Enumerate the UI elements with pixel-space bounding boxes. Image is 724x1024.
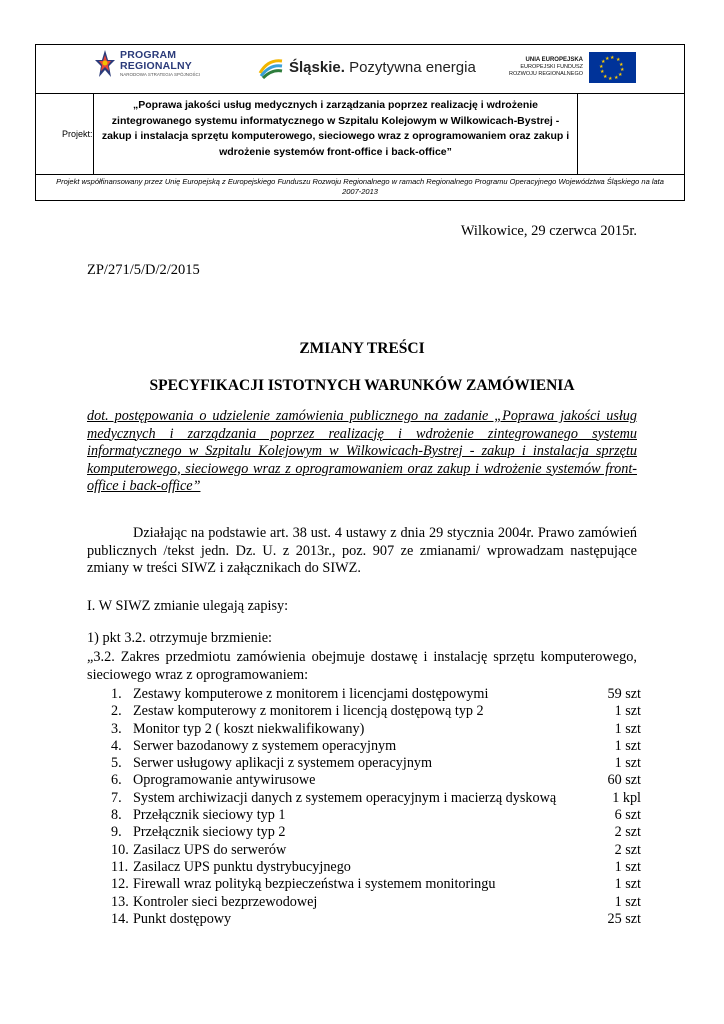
project-empty-cell	[578, 94, 684, 174]
item-quantity: 2 szt	[614, 824, 641, 841]
list-item	[111, 738, 641, 755]
item-name: Zestaw komputerowy z monitorem i licencją dostępową typ 2	[133, 703, 484, 720]
eu-logo-line2: EUROPEJSKI FUNDUSZ	[520, 64, 583, 71]
item-name: Przełącznik sieciowy typ 2	[133, 824, 286, 841]
point-heading: 1) pkt 3.2. otrzymuje brzmienie:	[87, 630, 273, 646]
item-number: 8.	[111, 807, 122, 824]
project-row	[36, 94, 684, 175]
item-name: Punkt dostępowy	[133, 910, 232, 927]
item-quantity: 1 szt	[614, 703, 641, 720]
item-name: Firewall wraz polityką bezpieczeństwa i systemem monitoringu	[133, 876, 496, 893]
list-item	[111, 755, 641, 772]
reference-number: ZP/271/5/D/2/2015	[87, 262, 200, 278]
item-number: 5.	[111, 755, 122, 772]
item-number: 7.	[111, 789, 122, 806]
item-name: Zestawy komputerowe z monitorem i licencjami dostępowymi	[133, 686, 489, 702]
item-quantity: 59 szt	[607, 686, 641, 702]
list-item	[111, 894, 641, 911]
slaskie-logo	[258, 55, 476, 79]
item-number: 13.	[111, 893, 129, 910]
item-name: Kontroler sieci bezprzewodowej	[133, 893, 318, 910]
place-date: Wilkowice, 29 czerwca 2015r.	[460, 223, 637, 239]
financing-note: Projekt współfinansowany przez Unię Europejską z Europejskiego Funduszu Rozwoju Regionalnego w ramach Regionalnego Programu Operacyjnego Województwa Śląskiego na lata 2007-2013	[56, 177, 664, 196]
list-item	[111, 772, 641, 789]
project-label: Projekt:	[36, 94, 94, 174]
items-list	[111, 686, 641, 928]
list-item	[111, 911, 641, 928]
list-item	[111, 721, 641, 738]
item-number: 6.	[111, 772, 122, 789]
item-quantity: 1 szt	[614, 893, 641, 910]
item-name: Serwer bazodanowy z systemem operacyjnym	[133, 737, 397, 754]
item-name: Monitor typ 2 ( koszt niekwalifikowany)	[133, 720, 365, 737]
eu-logo	[509, 52, 636, 83]
item-name: System archiwizacji danych z systemem operacyjnym i macierzą dyskową	[133, 789, 557, 806]
item-number: 12.	[111, 876, 129, 893]
list-item	[111, 686, 641, 703]
list-item	[111, 807, 641, 824]
item-number: 2.	[111, 703, 122, 720]
eu-flag-icon: ★ ★ ★ ★ ★ ★ ★ ★ ★ ★ ★ ★	[589, 52, 636, 83]
document-title: ZMIANY TREŚCI	[299, 340, 425, 357]
item-number: 3.	[111, 720, 122, 737]
section-heading: I. W SIWZ zmianie ulegają zapisy:	[87, 598, 289, 614]
document-subtitle: SPECYFIKACJI ISTOTNYCH WARUNKÓW ZAMÓWIENIA	[149, 377, 575, 394]
item-name: Serwer usługowy aplikacji z systemem operacyjnym	[133, 755, 433, 772]
item-name: Oprogramowanie antywirusowe	[133, 772, 316, 789]
item-quantity: 6 szt	[614, 807, 641, 824]
document-header	[35, 44, 685, 201]
list-item	[111, 876, 641, 893]
item-name: Zasilacz UPS do serwerów	[133, 841, 287, 858]
program-logo-line2: REGIONALNY	[120, 59, 193, 72]
subject-paragraph: dot. postępowania o udzielenie zamówienia publicznego na zadanie „Poprawa jakości usług medycznych i zarządzania poprzez realizację i wdrożenie zintegrowanego systemu informatycznego w Szpitalu Kolejowym w Wilkowicach-Bystrej - zakup i instalacja sprzętu komputerowego, sieciowego wraz z oprogramowaniem oraz zakup i wdrożenie systemów front-office i back-office”	[87, 408, 637, 494]
list-item	[111, 842, 641, 859]
list-item	[111, 824, 641, 841]
item-number: 1.	[111, 686, 122, 702]
item-quantity: 1 szt	[614, 737, 641, 754]
item-name: Przełącznik sieciowy typ 1	[133, 807, 286, 824]
item-name: Zasilacz UPS punktu dystrybucyjnego	[133, 858, 351, 875]
intro-paragraph: Działając na podstawie art. 38 ust. 4 ustawy z dnia 29 stycznia 2004r. Prawo zamówień publicznych /tekst jedn. Dz. U. z 2013r., poz. 907 ze zmianami/ wprowadzam następujące zmiany w treści SIWZ i załącznikach do SIWZ.	[87, 525, 637, 576]
slaskie-tagline: Pozytywna energia	[349, 58, 476, 76]
item-quantity: 1 szt	[614, 720, 641, 737]
item-number: 10.	[111, 841, 129, 858]
item-quantity: 2 szt	[614, 841, 641, 858]
list-item	[111, 790, 641, 807]
logos-row	[36, 45, 684, 94]
program-logo-line1: PROGRAM	[120, 49, 177, 62]
list-item	[111, 703, 641, 720]
item-number: 11.	[111, 858, 129, 875]
item-quantity: 1 kpl	[612, 789, 641, 806]
item-number: 9.	[111, 824, 122, 841]
slaskie-name: Śląskie.	[289, 58, 345, 76]
eu-logo-line1: UNIA EUROPEJSKA	[525, 56, 583, 63]
program-regionalny-logo	[94, 49, 200, 79]
star-logo-icon	[94, 49, 116, 79]
eu-logo-line3: ROZWOJU REGIONALNEGO	[509, 71, 583, 78]
item-number: 4.	[111, 737, 122, 754]
list-item	[111, 859, 641, 876]
item-number: 14.	[111, 910, 129, 927]
program-logo-line3: NARODOWA STRATEGIA SPÓJNOŚCI	[120, 72, 201, 78]
quote-paragraph: „3.2. Zakres przedmiotu zamówienia obejmuje dostawę i instalację sprzętu komputerowego, sieciowego wraz z oprogramowaniem:	[87, 649, 637, 683]
item-quantity: 25 szt	[607, 910, 641, 927]
item-quantity: 1 szt	[614, 876, 641, 893]
slaskie-swirl-icon	[258, 55, 284, 79]
item-quantity: 1 szt	[614, 755, 641, 772]
project-title: „Poprawa jakości usług medycznych i zarządzania poprzez realizację i wdrożenie zintegrowanego systemu informatycznego w Szpitalu Kolejowym w Wilkowicach-Bystrej - zakup i instalacja sprzętu komputerowego, sieciowego wraz z oprogramowaniem oraz zakup i wdrożenie systemów front-office i back-office”	[94, 94, 578, 174]
item-quantity: 60 szt	[607, 772, 641, 789]
item-quantity: 1 szt	[614, 858, 641, 875]
